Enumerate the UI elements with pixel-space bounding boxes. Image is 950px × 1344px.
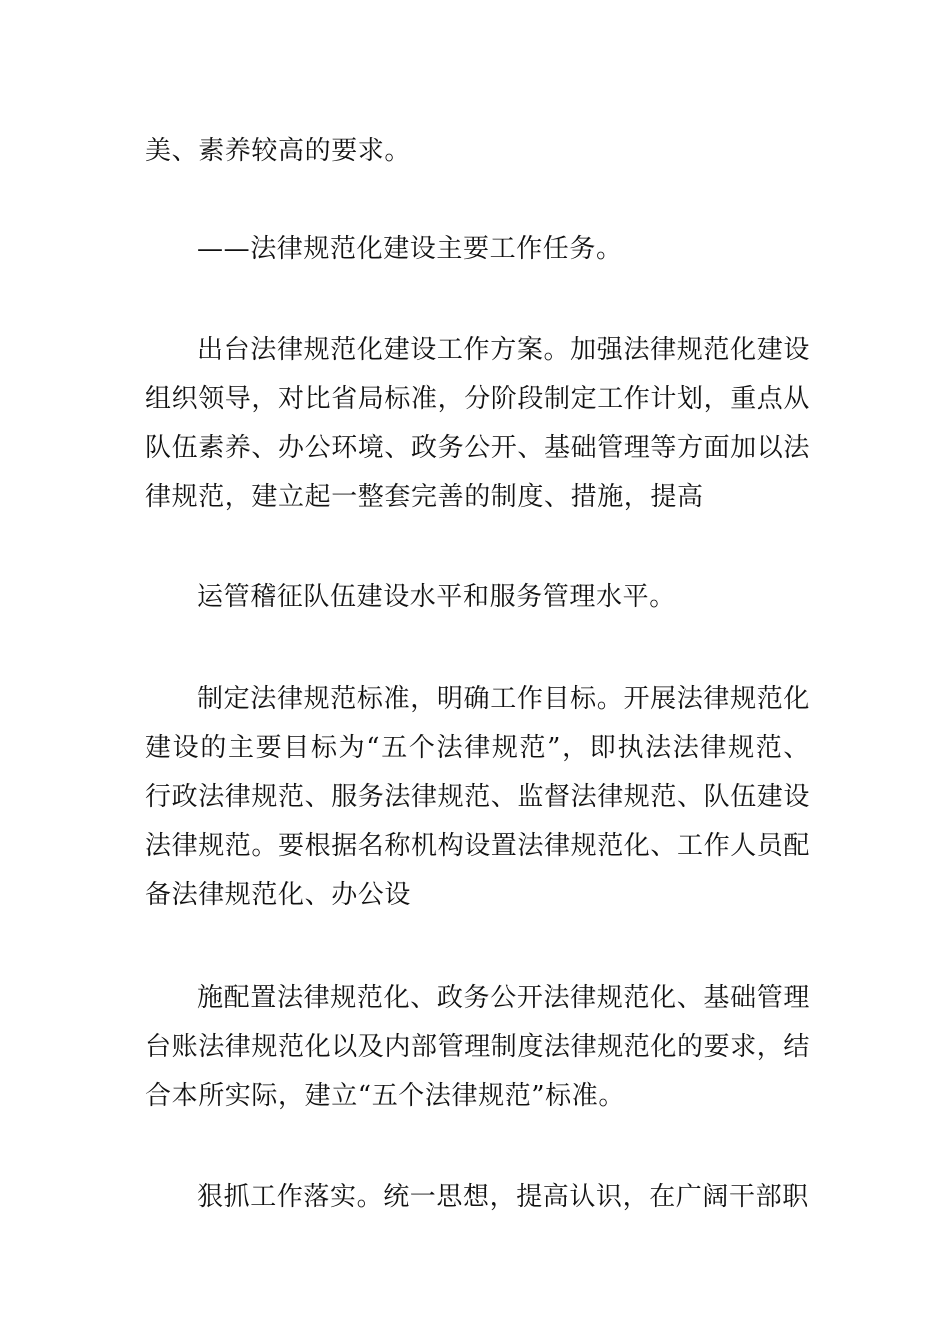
paragraph-standards-continued: 施配置法律规范化、政务公开法律规范化、基础管理台账法律规范化以及内部管理制度法律规范化的要求，结合本所实际，建立“五个法律规范”标准。 [145,983,811,1111]
paragraph-work-plan-continued: 运管稽征队伍建设水平和服务管理水平。 [197,582,676,612]
paragraph-implementation: 狠抓工作落实。统一思想，提高认识，在广阔干部职 [197,1182,809,1212]
paragraph-work-plan: 出台法律规范化建设工作方案。加强法律规范化建设组织领导，对比省局标准，分阶段制定工作计划，重点从队伍素养、办公环境、政务公开、基础管理等方面加以法律规范，建立起一整套完善的制度、措施，提高 [145,335,811,512]
paragraph-standards: 制定法律规范标准，明确工作目标。开展法律规范化建设的主要目标为“五个法律规范”，即执法法律规范、行政法律规范、服务法律规范、监督法律规范、队伍建设法律规范。要根据名称机构设置法律规范化、工作人员配备法律规范化、办公设 [145,684,811,910]
paragraph-continuation: 美、素养较高的要求。 [145,136,412,166]
paragraph-section-heading: ——法律规范化建设主要工作任务。 [197,234,623,264]
